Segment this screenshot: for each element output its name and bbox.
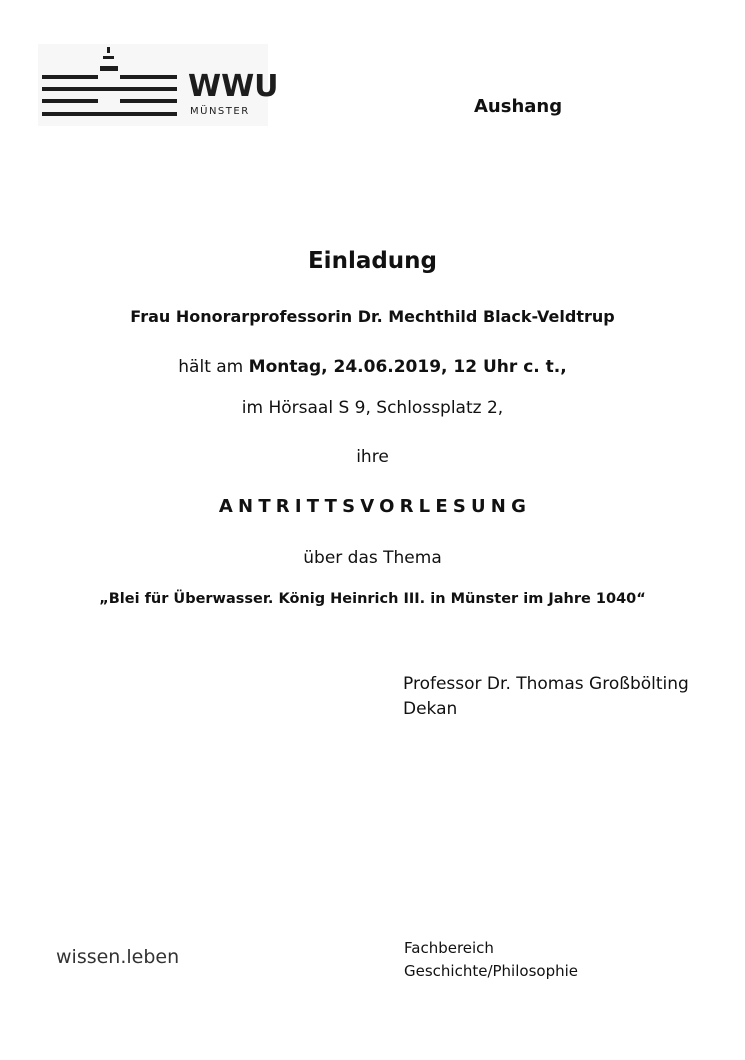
notice-label: Aushang <box>474 96 563 117</box>
date-prefix: hält am <box>178 357 249 377</box>
topic-intro: über das Thema <box>303 548 442 568</box>
department-line-2: Geschichte/Philosophie <box>404 962 578 980</box>
location-line: im Hörsaal S 9, Schlossplatz 2, <box>241 398 504 418</box>
lecture-type: ANTRITTSVORLESUNG <box>218 496 532 517</box>
dean-name: Professor Dr. Thomas Großbölting <box>403 674 689 694</box>
lecture-topic: „Blei für Überwasser. König Heinrich III. in Münster im Jahre 1040“ <box>99 591 646 607</box>
department-line-1: Fachbereich <box>404 939 494 957</box>
dean-role: Dekan <box>403 699 458 719</box>
invitation-heading: Einladung <box>307 248 438 274</box>
department-block <box>404 937 578 983</box>
signature-block <box>403 672 689 722</box>
slogan: wissen.leben <box>56 946 180 968</box>
wwu-logo <box>38 44 279 126</box>
logo-wordmark: WWU <box>188 69 279 104</box>
ihre-line: ihre <box>356 447 389 467</box>
logo-city: MÜNSTER <box>190 106 250 117</box>
date-time: Montag, 24.06.2019, 12 Uhr c. t., <box>248 357 567 377</box>
date-line <box>0 355 745 379</box>
speaker-name: Frau Honorarprofessorin Dr. Mechthild Black-Veldtrup <box>130 307 615 326</box>
